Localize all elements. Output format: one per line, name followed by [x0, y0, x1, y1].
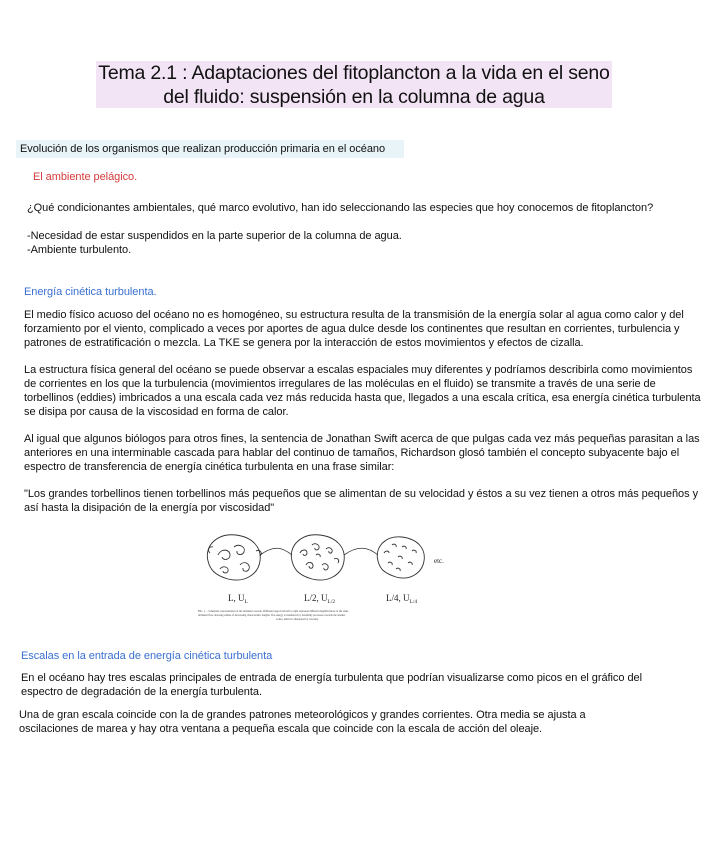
subtitle: Evolución de los organismos que realizan producción primaria en el océano [20, 143, 386, 155]
paragraph-line: En el océano hay tres escalas principales de entrada de energía turbulenta que podrían visualizarse como picos en el gráfico del [21, 672, 642, 684]
figure-caption-line: scales, until it is dissipated by viscosity. [276, 618, 319, 621]
cascade-connector [260, 548, 292, 555]
paragraph-line: Al igual que algunos biólogos para otros fines, la sentencia de Jonathan Swift acerca de que pulgas cada vez más pequeñas parasitan a las [24, 433, 700, 445]
heading-tke: Energía cinética turbulenta. [24, 286, 157, 298]
bullet-item: -Necesidad de estar suspendidos en la parte superior de la columna de agua. [27, 230, 402, 242]
question-text: ¿Qué condicionantes ambientales, qué marco evolutivo, han ido seleccionando las especies que hoy conocemos de fitoplancton? [27, 202, 654, 214]
paragraph-line: espectro de transferencia de energía cinética turbulenta en una frase similar: [24, 461, 395, 473]
paragraph-line: Una de gran escala coincide con la de grandes patrones meteorológicos y grandes corrientes. Otra media se ajusta a [19, 709, 586, 721]
paragraph-line: El medio físico acuoso del océano no es homogéneo, su estructura resulta de la transmisión de la energía solar al agua como calor y del [24, 309, 684, 321]
eddy-small [377, 537, 424, 578]
turbulent-cascade-figure [196, 525, 454, 625]
paragraph-line: La estructura física general del océano se puede observar a escalas espaciales muy diferentes y podríamos describirla como movimientos [24, 364, 693, 376]
paragraph-line: forzamiento por el viento, complicado a veces por aportes de agua dulce desde los continentes que resultan en corrientes, turbulencia y [24, 323, 680, 335]
cascade-connector [344, 548, 378, 555]
bullet-item: -Ambiente turbulento. [27, 244, 132, 256]
title-line-1: Tema 2.1 : Adaptaciones del fitoplancton a la vida en el seno [98, 62, 610, 84]
heading-scales: Escalas en la entrada de energía cinética turbulenta [21, 650, 273, 662]
title-box [96, 61, 612, 108]
paragraph-line: de corrientes en los que la turbulencia (movimientos irregulares de las moléculas en el fluido) se transmite a través de una serie de [24, 378, 656, 390]
eddy-medium [291, 535, 344, 580]
figure-label: L/4, $U_{L/4}$ [386, 593, 418, 605]
eddy-large [207, 535, 261, 580]
figure-label: L, $U_L$ [228, 593, 248, 605]
paragraph-line: patrones de estratificación o mezcla. La TKE se genera por la interacción de estos movimientos y efectos de cizalla. [24, 337, 584, 349]
quote-line: "Los grandes torbellinos tienen torbellinos más pequeños que se alimentan de su velocidad y éstos a su vez tienen a otros más pequeños y [24, 488, 699, 500]
paragraph-line: anteriores en una interminable cascada para hablar del continuo de tamaños, Richardson glosó también el concepto subyacente bajo el [24, 447, 680, 459]
title-line-2: del fluido: suspensión en la columna de agua [163, 86, 545, 108]
figure-etc: etc. [434, 557, 444, 565]
paragraph-line: oscilaciones de marea y hay otra ventana a pequeña escala que coincide con la escala de acción del oleaje. [19, 723, 543, 735]
figure-caption-line: FIG. 1. – Schematic representation of the turbulent cascade. Different pages from left to right represent different magnifications of the same [198, 610, 349, 613]
heading-pelagic: El ambiente pelágico. [33, 171, 138, 183]
figure-caption-line: turbulent flow, showing eddies of decreasing characteristic lengths. The energy is transferred by instability processes towards the smaller [198, 614, 346, 617]
paragraph-line: torbellinos (eddies) imbricados a una escala cada vez más reducida hasta que, llegados a una escala crítica, esa energía cinética turbulenta [24, 392, 701, 404]
paragraph-line: se disipa por causa de la viscosidad en forma de calor. [24, 406, 289, 418]
paragraph-line: espectro de degradación de la energía turbulenta. [21, 686, 262, 698]
quote-line: así hasta la disipación de la energía por viscosidad" [24, 502, 275, 514]
figure-label: L/2, $U_{L/2}$ [304, 593, 336, 605]
